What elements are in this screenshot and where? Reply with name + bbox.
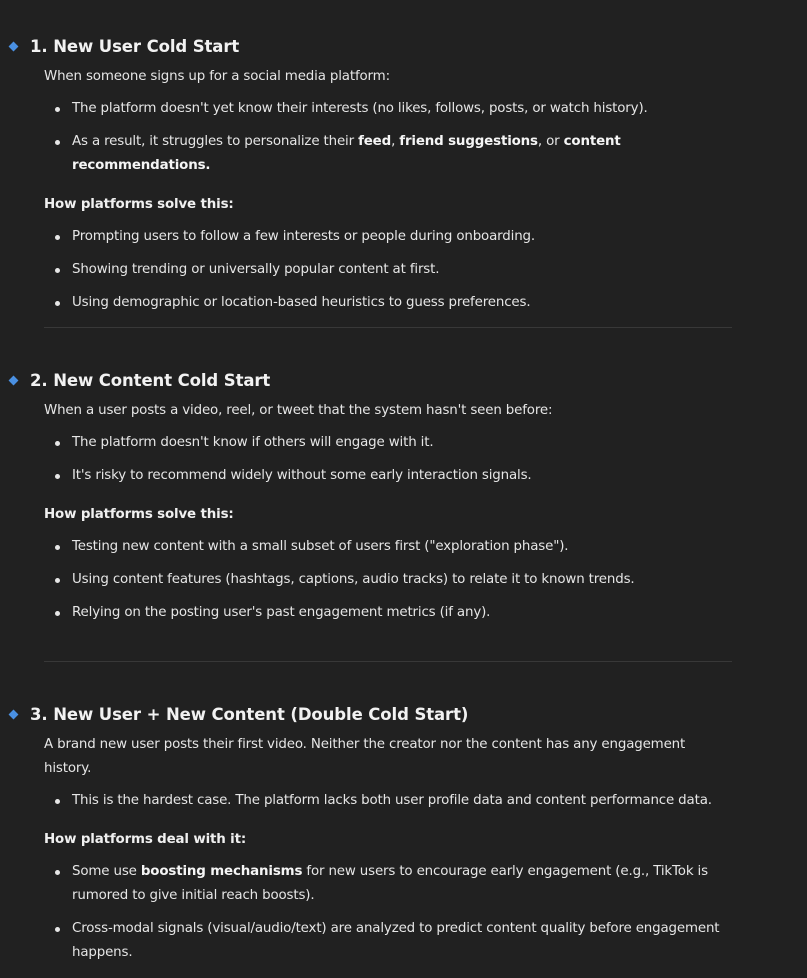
list-item: Some use boosting mechanisms for new users to encourage early engagement (e.g., TikTok is rumored to give initial reach boosts).	[44, 860, 734, 908]
solution-list	[44, 225, 734, 315]
point-list	[44, 431, 734, 488]
section-new-user-cold-start	[30, 33, 734, 315]
bold-term: content recommendations.	[72, 134, 621, 173]
diamond-bullet-icon	[9, 709, 19, 719]
point-list	[44, 97, 734, 178]
list-item: It's risky to recommend widely without some early interaction signals.	[44, 464, 734, 488]
section-title: 1. New User Cold Start	[30, 36, 240, 56]
bold-term: feed	[358, 134, 392, 149]
diamond-bullet-icon	[9, 41, 19, 51]
list-item: This is the hardest case. The platform lacks both user profile data and content performance data.	[44, 789, 734, 813]
subheading: How platforms deal with it:	[44, 832, 247, 847]
section-heading	[0, 33, 734, 59]
section-intro: A brand new user posts their first video. Neither the creator nor the content has any engagement history.	[44, 737, 686, 776]
section-title: 3. New User + New Content (Double Cold Start)	[30, 704, 469, 724]
section-double-cold-start	[30, 701, 734, 965]
section-title: 2. New Content Cold Start	[30, 370, 271, 390]
list-item: Using demographic or location-based heuristics to guess preferences.	[44, 291, 734, 315]
section-heading	[0, 701, 734, 727]
solution-list	[44, 860, 734, 965]
list-item: Using content features (hashtags, captions, audio tracks) to relate it to known trends.	[44, 568, 734, 592]
section-intro: When someone signs up for a social media platform:	[44, 69, 390, 84]
section-divider	[44, 327, 732, 328]
list-item: Showing trending or universally popular content at first.	[44, 258, 734, 282]
list-item: The platform doesn't yet know their interests (no likes, follows, posts, or watch history).	[44, 97, 734, 121]
list-item: Testing new content with a small subset of users first ("exploration phase").	[44, 535, 734, 559]
section-divider	[44, 661, 732, 662]
list-item: Cross-modal signals (visual/audio/text) are analyzed to predict content quality before engagement happens.	[44, 917, 734, 965]
list-item: Prompting users to follow a few interests or people during onboarding.	[44, 225, 734, 249]
section-new-content-cold-start	[30, 367, 734, 625]
point-list	[44, 789, 734, 813]
diamond-bullet-icon	[9, 375, 19, 385]
bold-term: friend suggestions	[399, 134, 538, 149]
solution-list	[44, 535, 734, 625]
list-item: As a result, it struggles to personalize their feed, friend suggestions, or content recommendations.	[44, 130, 734, 178]
list-item: The platform doesn't know if others will engage with it.	[44, 431, 734, 455]
section-heading	[0, 367, 734, 393]
list-item: Relying on the posting user's past engagement metrics (if any).	[44, 601, 734, 625]
bold-term: boosting mechanisms	[140, 864, 303, 879]
section-intro: When a user posts a video, reel, or tweet that the system hasn't seen before:	[44, 403, 553, 418]
subheading: How platforms solve this:	[44, 197, 234, 212]
subheading: How platforms solve this:	[44, 507, 234, 522]
